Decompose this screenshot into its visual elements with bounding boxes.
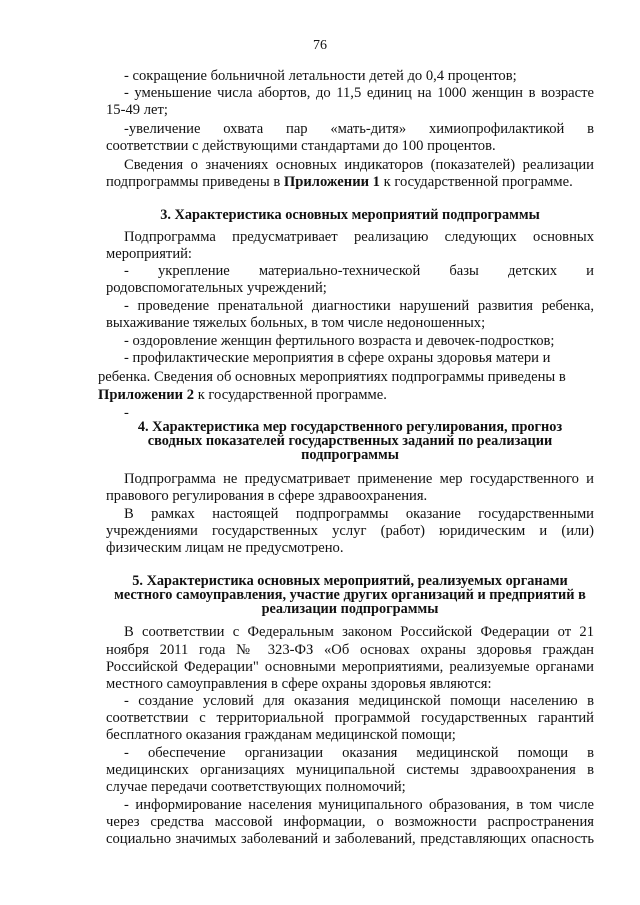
list-item-continuation: медицинских организациях муниципальной системы здравоохранения в (106, 762, 594, 778)
section-heading-line: реализации подпрограммы (261, 601, 439, 617)
list-item-continuation: соответствии с территориальной программой государственных гарантий (106, 710, 594, 726)
page-number: 76 (313, 38, 327, 53)
list-item-continuation: 15-49 лет; (106, 102, 168, 118)
section-heading-line: 5. Характеристика основных мероприятий, реализуемых органами (132, 573, 568, 589)
list-item-continuation: бесплатного оказания гражданам медицинской помощи; (106, 727, 456, 743)
list-item: - обеспечение организации оказания медицинской помощи в (124, 745, 594, 761)
paragraph-line: физическим лицам не предусмотрено. (106, 540, 344, 556)
section-heading-line: сводных показателей государственных заданий по реализации (147, 433, 553, 449)
paragraph-line: Сведения о значениях основных индикаторов (показателей) реализации (124, 157, 594, 173)
list-item: - проведение пренатальной диагностики нарушений развития ребенка, (124, 298, 594, 314)
list-item-continuation: через средства массовой информации, о возможности распространения (106, 814, 594, 830)
paragraph-line: мероприятий: (106, 246, 192, 262)
paragraph-line: учреждениями государственных услуг (работ) юридическим и (или) (106, 523, 594, 539)
list-item-continuation: ребенка. Сведения об основных мероприятиях подпрограммы приведены в (98, 369, 566, 385)
paragraph-line: ноября 2011 года № 323-ФЗ «Об основах охраны здоровья граждан (106, 642, 594, 658)
list-item-continuation: выхаживание тяжелых больных, в том числе недоношенных; (106, 315, 486, 331)
section-heading: 3. Характеристика основных мероприятий подпрограммы (160, 207, 540, 223)
paragraph-line (98, 387, 586, 404)
list-item-continuation: соответствии с действующими стандартами до 100 процентов. (106, 138, 496, 154)
appendix-2-reference: Приложении 2 (98, 387, 195, 403)
list-item: - укрепление материально-технической базы детских и (124, 263, 594, 279)
section-heading-line: 4. Характеристика мер государственного регулирования, прогноз (137, 419, 563, 435)
list-item: - создание условий для оказания медицинской помощи населению в (124, 693, 594, 709)
list-item: - уменьшение числа абортов, до 11,5 единиц на 1000 женщин в возрасте (124, 85, 594, 101)
paragraph-line: В рамках настоящей подпрограммы оказание государственными (124, 506, 594, 522)
section-heading-line: местного самоуправления, участие других организаций и предприятий в (114, 587, 586, 603)
text-span: к государственной программе. (379, 174, 573, 190)
list-item: -увеличение охвата пар «мать-дитя» химиопрофилактикой в (124, 121, 594, 137)
text-span: к государственной программе. (194, 387, 387, 403)
list-item: - оздоровление женщин фертильного возраста и девочек-подростков; (124, 333, 555, 349)
paragraph-line: местного самоуправления в сфере охраны здоровья являются: (106, 676, 492, 692)
paragraph-line: правового регулирования в сфере здравоохранения. (106, 488, 428, 504)
list-item-continuation: случае передачи соответствующих полномочий; (106, 779, 406, 795)
list-item: - информирование населения муниципального образования, в том числе (124, 797, 594, 813)
section-heading-line: подпрограммы (301, 447, 399, 463)
stray-dash: - (124, 405, 129, 421)
list-item-continuation: родовспомогательных учреждений; (106, 280, 327, 296)
paragraph-line: В соответствии с Федеральным законом Российской Федерации от 21 (124, 624, 594, 640)
appendix-1-reference: Приложении 1 (283, 174, 380, 190)
paragraph-line: Подпрограмма не предусматривает применение мер государственного и (124, 471, 594, 487)
list-item-continuation: социально значимых заболеваний и заболеваний, представляющих опасность (106, 831, 594, 847)
paragraph-line: Подпрограмма предусматривает реализацию следующих основных (124, 229, 594, 245)
paragraph-line: Российской Федерации" основными мероприятиями, реализуемые органами (106, 659, 594, 675)
text-span: подпрограммы приведены в (106, 174, 284, 190)
list-item: - сокращение больничной летальности детей до 0,4 процентов; (124, 68, 517, 84)
paragraph-line (106, 174, 594, 191)
list-item: - профилактические мероприятия в сфере охраны здоровья матери и (124, 350, 551, 366)
